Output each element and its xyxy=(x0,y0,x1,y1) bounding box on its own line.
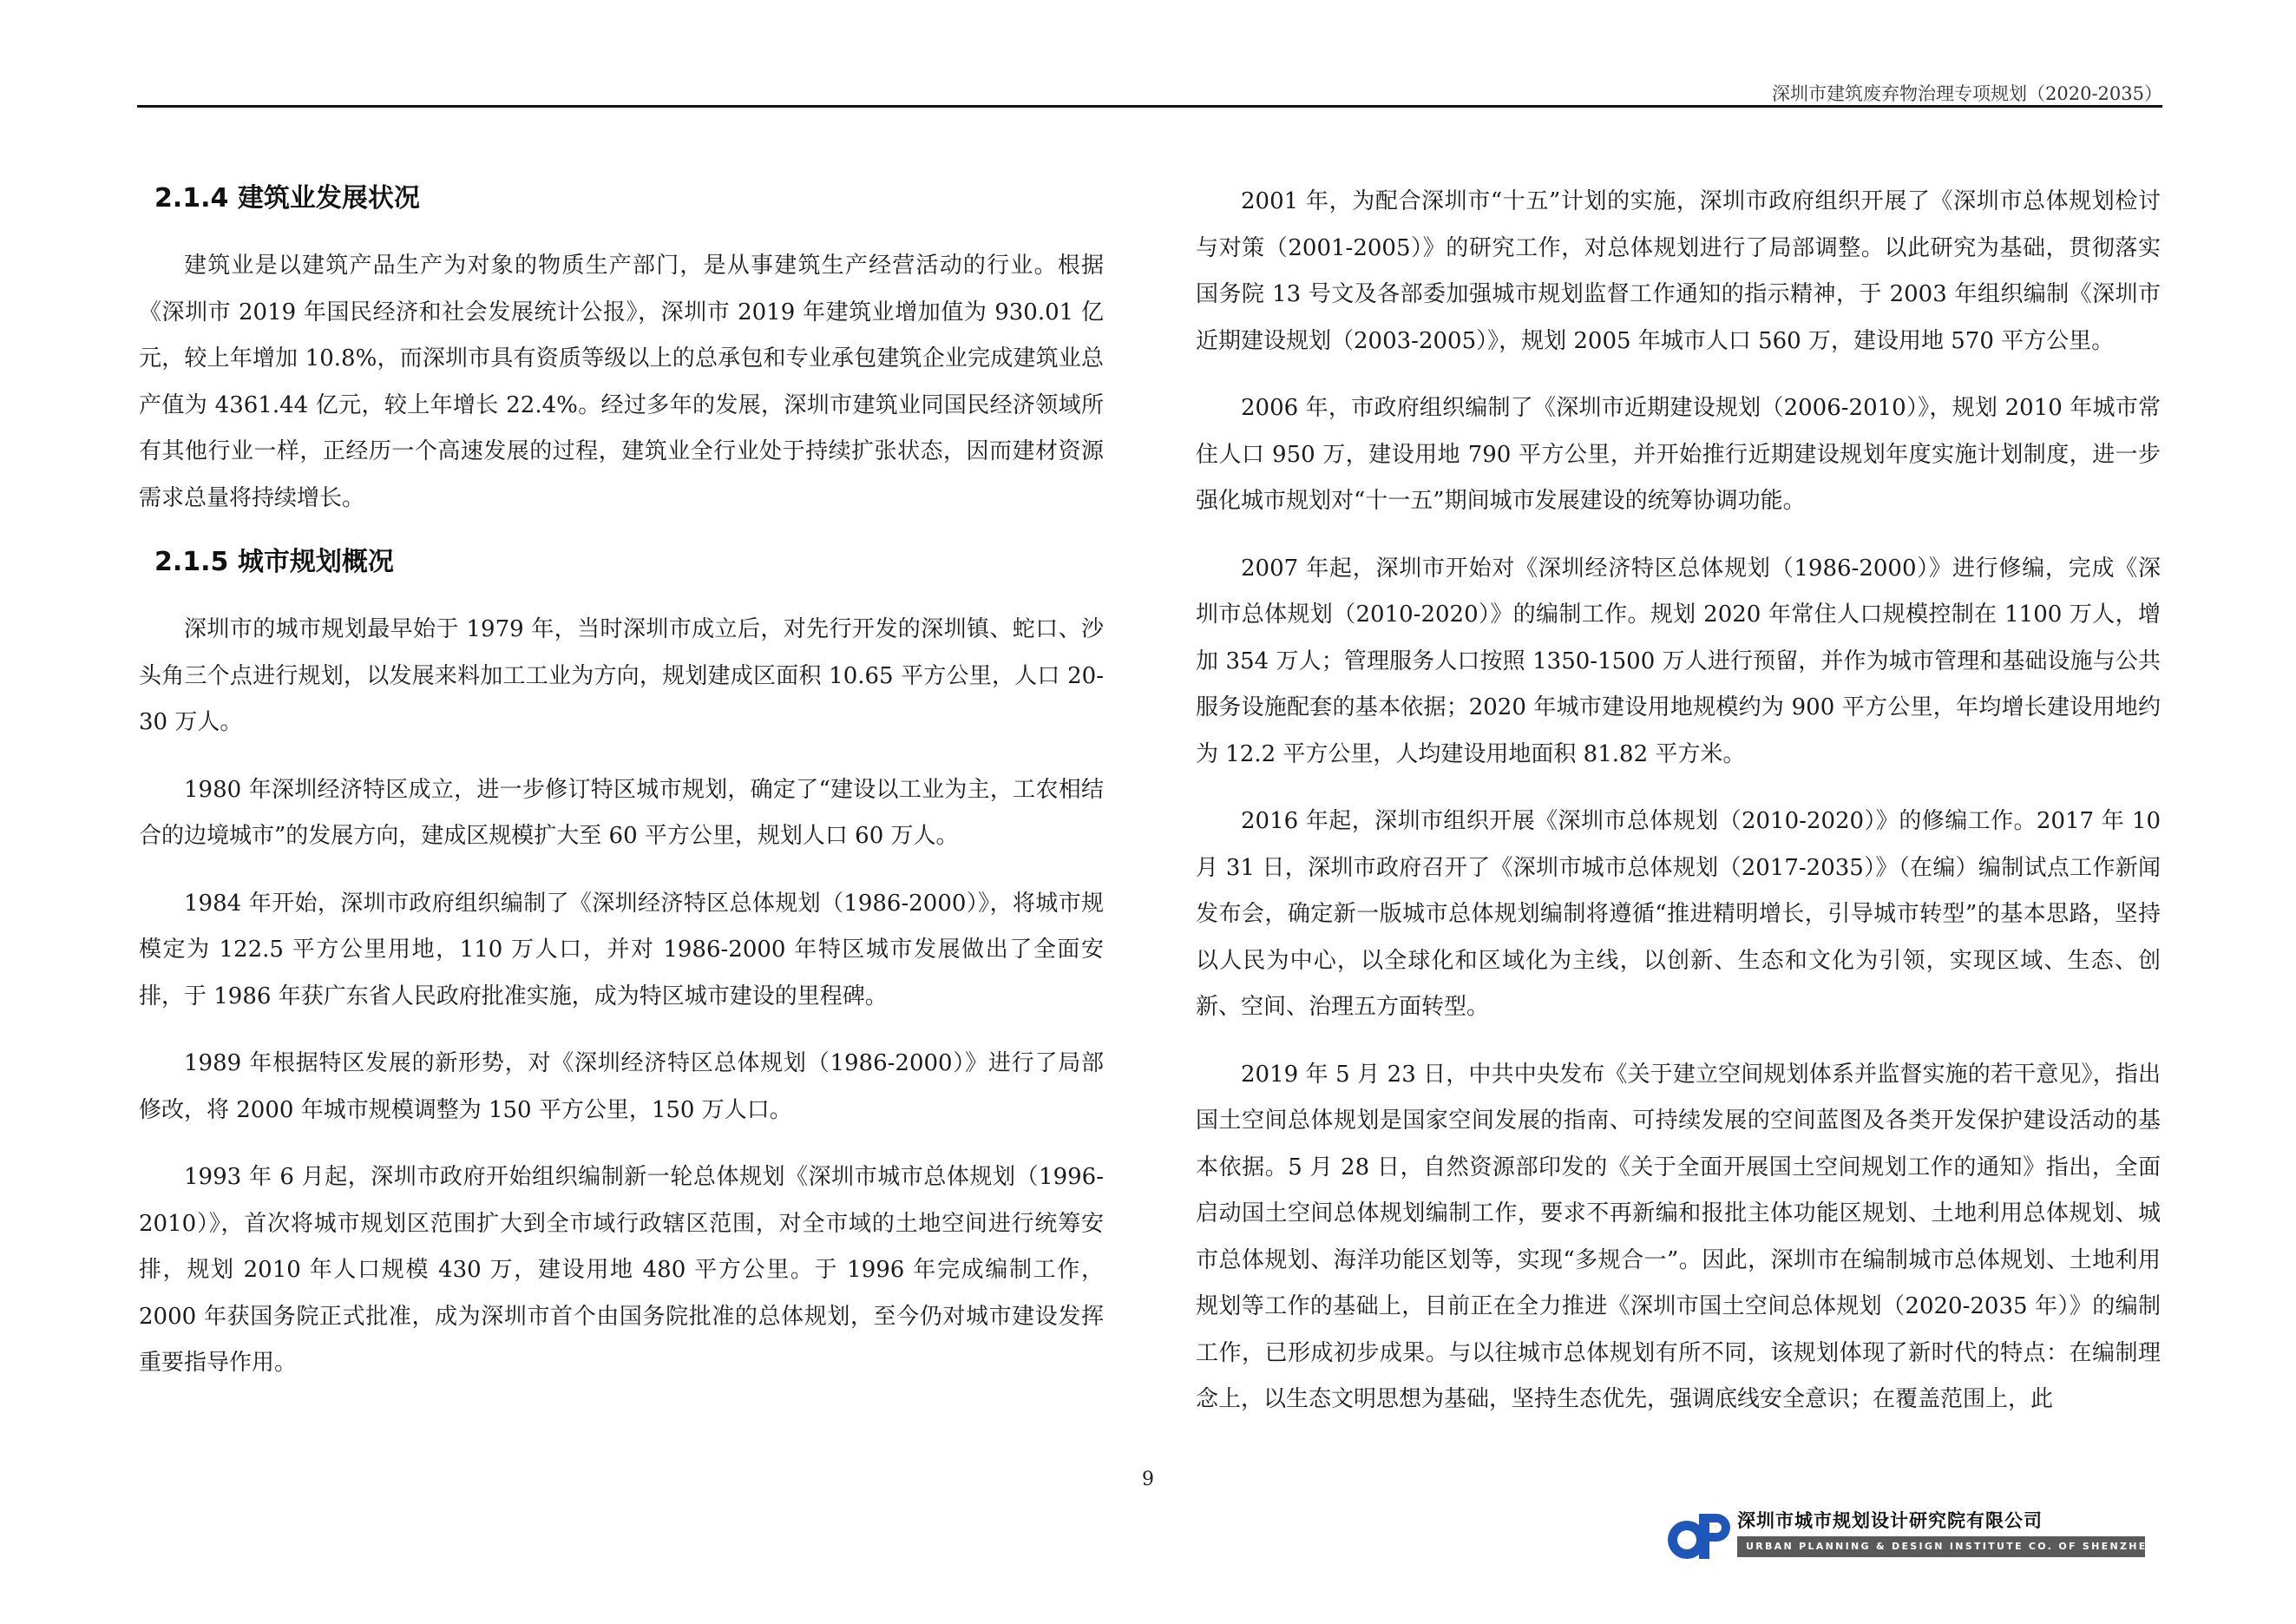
page-number: 9 xyxy=(1142,1469,1154,1490)
paragraph: 1989 年根据特区发展的新形势，对《深圳经济特区总体规划（1986-2000）》进行了局部修改，将 2000 年城市规模调整为 150 平方公里，150 万人口。 xyxy=(139,1050,1104,1123)
paragraph: 2001 年，为配合深圳市“十五”计划的实施，深圳市政府组织开展了《深圳市总体规划检讨与对策（2001-2005）》的研究工作，对总体规划进行了局部调整。以此研究为基础，贯彻落实国务院 13 号文及各部委加强城市规划监督工作通知的指示精神，于 2003 年组织编制《深圳市近期建设规划（2003-2005）》，规划 2005 年城市人口 560 万，建设用地 570 平方公里。 xyxy=(1196,188,2161,354)
paragraph: 1993 年 6 月起，深圳市政府开始组织编制新一轮总体规划《深圳市城市总体规划（1996-2010）》，首次将城市规划区范围扩大到全市域行政辖区范围，对全市域的土地空间进行统筹安排，规划 2010 年人口规模 430 万，建设用地 480 平方公里。于 1996 年完成编制工作，2000 年获国务院正式批准，成为深圳市首个由国务院批准的总体规划，至今仍对城市建设发挥重要指导作用。 xyxy=(139,1164,1104,1376)
institute-logo xyxy=(1664,1507,2158,1568)
section-heading-2-1-5: 2.1.5 城市规划概况 xyxy=(154,547,394,577)
paragraph: 建筑业是以建筑产品生产为对象的物质生产部门，是从事建筑生产经营活动的行业。根据《深圳市 2019 年国民经济和社会发展统计公报》，深圳市 2019 年建筑业增加值为 930.01 亿元，较上年增加 10.8%，而深圳市具有资质等级以上的总承包和专业承包建筑企业完成建筑业总产值为 4361.44 亿元，较上年增长 22.4%。经过多年的发展，深圳市建筑业同国民经济领域所有其他行业一样，正经历一个高速发展的过程，建筑业全行业处于持续扩张状态，因而建材资源需求总量将持续增长。 xyxy=(139,253,1104,511)
paragraph: 2006 年，市政府组织编制了《深圳市近期建设规划（2006-2010）》，规划 2010 年城市常住人口 950 万，建设用地 790 平方公里，并开始推行近期建设规划年度实施计划制度，进一步强化城市规划对“十一五”期间城市发展建设的统筹协调功能。 xyxy=(1196,395,2161,514)
section-heading-2-1-4: 2.1.4 建筑业发展状况 xyxy=(154,183,420,214)
page-header-title: 深圳市建筑废弃物治理专项规划（2020-2035） xyxy=(1772,83,2162,104)
paragraph: 1980 年深圳经济特区成立，进一步修订特区城市规划，确定了“建设以工业为主，工农相结合的边境城市”的发展方向，建成区规模扩大至 60 平方公里，规划人口 60 万人。 xyxy=(139,776,1104,849)
institute-logo-icon xyxy=(1664,1509,1735,1562)
paragraph: 1984 年开始，深圳市政府组织编制了《深圳经济特区总体规划（1986-2000）》，将城市规模定为 122.5 平方公里用地，110 万人口，并对 1986-2000 年特区城市发展做出了全面安排，于 1986 年获广东省人民政府批准实施，成为特区城市建设的里程碑。 xyxy=(139,890,1104,1009)
header-rule xyxy=(137,105,2162,108)
paragraph: 2007 年起，深圳市开始对《深圳经济特区总体规划（1986-2000）》进行修编，完成《深圳市总体规划（2010-2020）》的编制工作。规划 2020 年常住人口规模控制在 1100 万人，增加 354 万人；管理服务人口按照 1350-1500 万人进行预留，并作为城市管理和基础设施与公共服务设施配套的基本依据；2020 年城市建设用地规模约为 900 平方公里，年均增长建设用地约为 12.2 平方公里，人均建设用地面积 81.82 平方米。 xyxy=(1196,555,2161,767)
institute-name-en: URBAN PLANNING & DESIGN INSTITUTE CO. OF SHENZHEN xyxy=(1737,1536,2145,1557)
left-column xyxy=(139,179,1104,1408)
right-column xyxy=(1196,179,2161,1444)
paragraph: 深圳市的城市规划最早始于 1979 年，当时深圳市成立后，对先行开发的深圳镇、蛇口、沙头角三个点进行规划，以发展来料加工工业为方向，规划建成区面积 10.65 平方公里，人口 20-30 万人。 xyxy=(139,616,1104,735)
institute-name-cn: 深圳市城市规划设计研究院有限公司 xyxy=(1737,1510,2043,1531)
paragraph: 2019 年 5 月 23 日，中共中央发布《关于建立空间规划体系并监督实施的若干意见》，指出国土空间总体规划是国家空间发展的指南、可持续发展的空间蓝图及各类开发保护建设活动的基本依据。5 月 28 日，自然资源部印发的《关于全面开展国土空间规划工作的通知》指出，全面启动国土空间总体规划编制工作，要求不再新编和报批主体功能区规划、土地利用总体规划、城市总体规划、海洋功能区划等，实现“多规合一”。因此，深圳市在编制城市总体规划、土地利用规划等工作的基础上，目前正在全力推进《深圳市国土空间总体规划（2020-2035 年）》的编制工作，已形成初步成果。与以往城市总体规划有所不同，该规划体现了新时代的特点：在编制理念上，以生态文明思想为基础，坚持生态优先，强调底线安全意识；在覆盖范围上，此 xyxy=(1196,1061,2161,1412)
paragraph: 2016 年起，深圳市组织开展《深圳市总体规划（2010-2020）》的修编工作。2017 年 10 月 31 日，深圳市政府召开了《深圳市城市总体规划（2017-2035）》（在编）编制试点工作新闻发布会，确定新一版城市总体规划编制将遵循“推进精明增长，引导城市转型”的基本思路，坚持以人民为中心，以全球化和区域化为主线，以创新、生态和文化为引领，实现区域、生态、创新、空间、治理五方面转型。 xyxy=(1196,808,2161,1020)
